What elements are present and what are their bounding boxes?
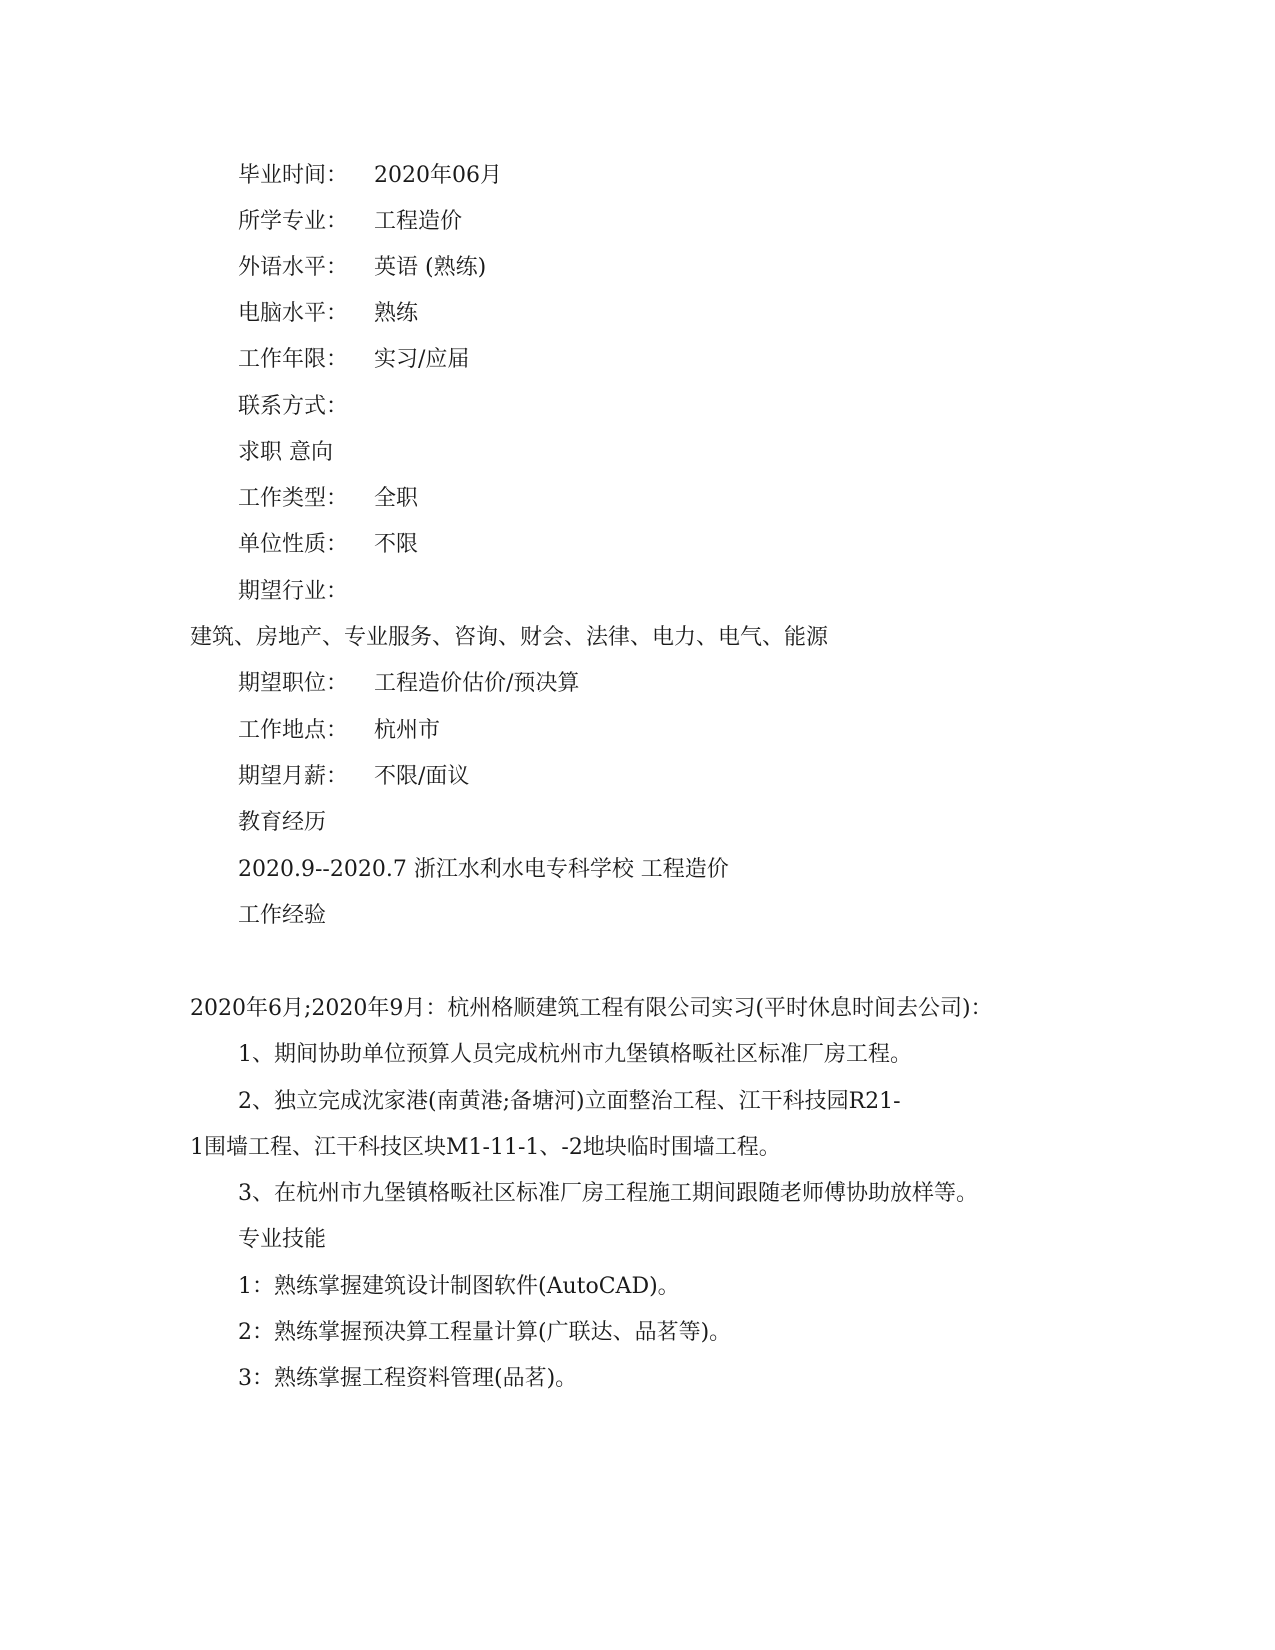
major-value: 工程造价 <box>374 209 463 234</box>
skill-item-2: 2：熟练掌握预决算工程量计算(广联达、品茗等)。 <box>238 1320 732 1345</box>
experience-heading: 工作经验 <box>238 903 327 928</box>
computer-label: 电脑水平： <box>238 301 349 326</box>
location-label: 工作地点： <box>238 718 349 743</box>
education-entry: 2020.9--2020.7 浙江水利水电专科学校 工程造价 <box>238 857 729 882</box>
work-type-row <box>238 484 418 514</box>
unit-nature-row <box>238 530 418 560</box>
work-years-row <box>238 345 469 375</box>
experience-item-2: 2、独立完成沈家港(南黄港;备塘河)立面整治工程、江干科技园R21- <box>238 1089 901 1114</box>
skills-heading: 专业技能 <box>238 1227 327 1252</box>
work-years-value: 实习/应届 <box>374 347 470 372</box>
grad-time-value: 2020年06月 <box>374 163 502 188</box>
experience-period: 2020年6月;2020年9月：杭州格顺建筑工程有限公司实习(平时休息时间去公司)： <box>190 996 993 1021</box>
industry-label: 期望行业： <box>238 579 349 604</box>
industry-value: 建筑、房地产、专业服务、咨询、财会、法律、电力、电气、能源 <box>190 625 829 650</box>
salary-label: 期望月薪： <box>238 764 349 789</box>
position-label: 期望职位： <box>238 671 349 696</box>
position-value: 工程造价估价/预决算 <box>374 671 580 696</box>
computer-value: 熟练 <box>374 301 419 326</box>
intention-heading: 求职 意向 <box>238 440 333 465</box>
language-row <box>238 253 486 283</box>
computer-row <box>238 299 418 329</box>
unit-nature-label: 单位性质： <box>238 532 349 557</box>
major-row <box>238 207 462 237</box>
education-heading: 教育经历 <box>238 810 327 835</box>
salary-value: 不限/面议 <box>374 764 470 789</box>
location-row <box>238 716 440 746</box>
contact-row <box>238 392 374 422</box>
experience-item-1: 1、期间协助单位预算人员完成杭州市九堡镇格畈社区标准厂房工程。 <box>238 1042 912 1067</box>
grad-time-row <box>238 161 502 191</box>
location-value: 杭州市 <box>374 718 441 743</box>
experience-item-3: 3、在杭州市九堡镇格畈社区标准厂房工程施工期间跟随老师傅协助放样等。 <box>238 1181 978 1206</box>
salary-row <box>238 762 469 792</box>
unit-nature-value: 不限 <box>374 532 419 557</box>
language-value: 英语 (熟练) <box>374 255 487 280</box>
work-type-label: 工作类型： <box>238 486 349 511</box>
skill-item-1: 1：熟练掌握建筑设计制图软件(AutoCAD)。 <box>238 1274 680 1299</box>
grad-time-label: 毕业时间： <box>238 163 349 188</box>
position-row <box>238 669 579 699</box>
skill-item-3: 3：熟练掌握工程资料管理(品茗)。 <box>238 1366 578 1391</box>
major-label: 所学专业： <box>238 209 349 234</box>
work-type-value: 全职 <box>374 486 419 511</box>
experience-item-2-continued: 1围墙工程、江干科技区块M1-11-1、-2地块临时围墙工程。 <box>190 1135 781 1160</box>
language-label: 外语水平： <box>238 255 349 280</box>
work-years-label: 工作年限： <box>238 347 349 372</box>
contact-label: 联系方式： <box>238 394 349 419</box>
